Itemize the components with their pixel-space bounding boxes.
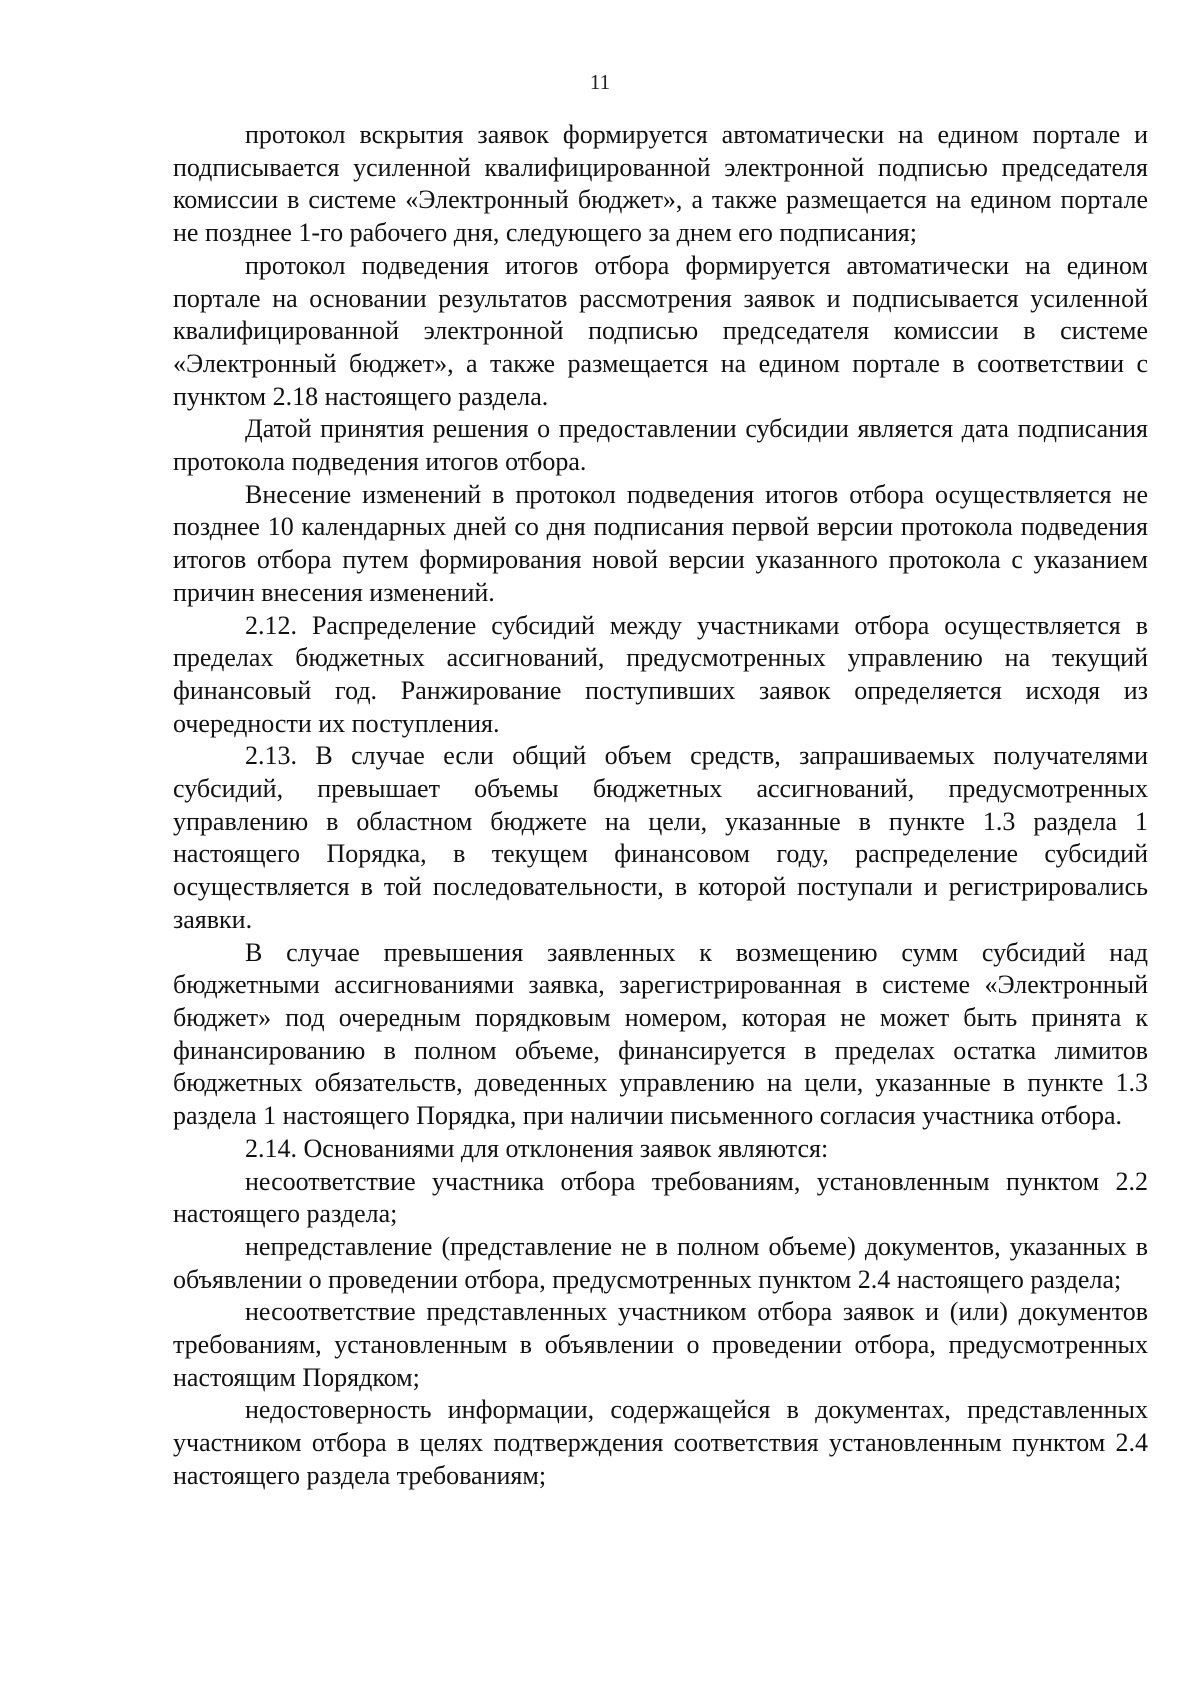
paragraph-exceeding-case: В случае превышения заявленных к возмещению сумм субсидий над бюджетными ассигнованиями заявка, зарегистрированная в системе «Электронный бюджет» под очередным порядковым номером, которая не может быть принята к финансированию в полном объеме, финансируется в пределах остатка лимитов бюджетных обязательств, доведенных управлению на цели, указанные в пункте 1.3 раздела 1 настоящего Порядка, при наличии письменного согласия участника отбора. — [173, 937, 1148, 1131]
list-item-documents-mismatch: несоответствие представленных участником отбора заявок и (или) документов требованиям, установленным в объявлении о проведении отбора, предусмотренных настоящим Порядком; — [173, 1297, 1148, 1392]
paragraph-protocol-changes: Внесение изменений в протокол подведения итогов отбора осуществляется не позднее 10 календарных дней со дня подписания первой версии протокола подведения итогов отбора путем формирования новой версии указанного протокола с указанием причин внесения изменений. — [173, 479, 1148, 607]
page-number: 11 — [589, 70, 611, 94]
list-item-missing-documents: непредставление (представление не в полном объеме) документов, указанных в объявлении о проведении отбора, предусмотренных пунктом 2.4 настоящего раздела; — [173, 1231, 1148, 1294]
paragraph-2-14: 2.14. Основаниями для отклонения заявок являются: — [245, 1133, 829, 1163]
paragraph-opening-protocol: протокол вскрытия заявок формируется автоматически на едином портале и подписывается усиленной квалифицированной электронной подписью председателя комиссии в системе «Электронный бюджет», а также размещается на едином портале не позднее 1-го рабочего дня, следующего за днем его подписания; — [173, 120, 1148, 248]
document-body — [173, 119, 1148, 1493]
list-item-unreliable-information: недостоверность информации, содержащейся в документах, представленных участником отбора в целях подтверждения соответствия установленным пунктом 2.4 настоящего раздела требованиям; — [173, 1395, 1148, 1490]
paragraph-2-13: 2.13. В случае если общий объем средств, запрашиваемых получателями субсидий, превышает объемы бюджетных ассигнований, предусмотренных управлению в областном бюджете на цели, указанные в пункте 1.3 раздела 1 настоящего Порядка, в текущем финансовом году, распределение субсидий осуществляется в той последовательности, в которой поступали и регистрировались заявки. — [173, 741, 1148, 934]
paragraph-results-protocol: протокол подведения итогов отбора формируется автоматически на едином портале на основании результатов рассмотрения заявок и подписывается усиленной квалифицированной электронной подписью председателя комиссии в системе «Электронный бюджет», а также размещается на едином портале в соответствии с пунктом 2.18 настоящего раздела. — [173, 250, 1148, 411]
paragraph-decision-date: Датой принятия решения о предоставлении субсидии является дата подписания протокола подведения итогов отбора. — [173, 414, 1148, 477]
list-item-participant-mismatch: несоответствие участника отбора требованиям, установленным пунктом 2.2 настоящего раздела; — [173, 1166, 1148, 1229]
paragraph-2-12: 2.12. Распределение субсидий между участниками отбора осуществляется в пределах бюджетных ассигнований, предусмотренных управлению на текущий финансовый год. Ранжирование поступивших заявок определяется исходя из очередности их поступления. — [173, 610, 1148, 738]
